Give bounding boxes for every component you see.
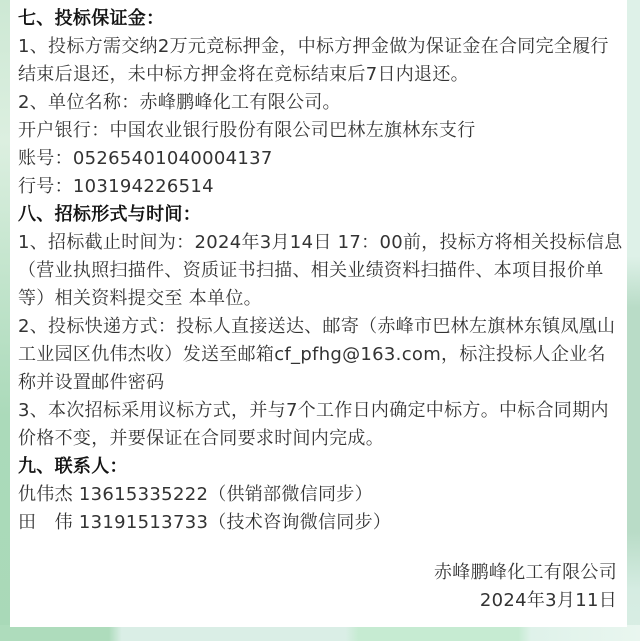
section-8-line-5-email: 工业园区仇伟杰收）发送至邮箱cf_pfhg@163.com，标注投标人企业名: [18, 344, 606, 365]
section-7-line-1: 1、投标方需交纳2万元竞标押金，中标方押金做为保证金在合同完全履行: [18, 36, 609, 57]
contact-line-1: 仇伟杰 13615335222（供销部微信同步）: [18, 484, 373, 505]
section-7-title: 七、投标保证金：: [18, 8, 165, 29]
section-8-line-1: 1、招标截止时间为：2024年3月14日 17：00前，投标方将相关投标信息: [18, 232, 623, 253]
section-8-line-2: （营业执照扫描件、资质证书扫描、相关业绩资料扫描件、本项目报价单: [18, 260, 604, 281]
section-8-line-8: 价格不变，并要保证在合同要求时间内完成。: [18, 428, 384, 449]
section-8-line-7: 3、本次招标采用议标方式，并与7个工作日内确定中标方。中标合同期内: [18, 400, 609, 421]
bank-name-line: 开户银行：中国农业银行股份有限公司巴林左旗林东支行: [18, 120, 476, 141]
document-paper: [10, 0, 627, 627]
blank-line: [18, 537, 617, 559]
background-right-border: [627, 0, 640, 641]
section-9-title: 九、联系人：: [18, 456, 128, 477]
section-8-line-6: 称并设置邮件密码: [18, 372, 165, 393]
bank-code-line: 行号：103194226514: [18, 176, 214, 197]
section-8-title: 八、招标形式与时间：: [18, 204, 201, 225]
account-number-line: 账号：05265401040004137: [18, 148, 273, 169]
background-left-border: [0, 0, 10, 641]
signature-date: 2024年3月11日: [479, 590, 617, 611]
section-7-line-3: 2、单位名称：赤峰鹏峰化工有限公司。: [18, 92, 341, 113]
signature-company: 赤峰鹏峰化工有限公司: [434, 562, 617, 583]
section-8-line-3: 等）相关资料提交至 本单位。: [18, 288, 262, 309]
section-7-line-2: 结束后退还，未中标方押金将在竞标结束后7日内退还。: [18, 64, 469, 85]
background-bottom-border: [0, 625, 640, 641]
section-8-line-4: 2、投标快递方式：投标人直接送达、邮寄（赤峰市巴林左旗林东镇凤凰山: [18, 316, 616, 337]
contact-line-2: 田 伟 13191513733（技术咨询微信同步）: [18, 512, 392, 533]
